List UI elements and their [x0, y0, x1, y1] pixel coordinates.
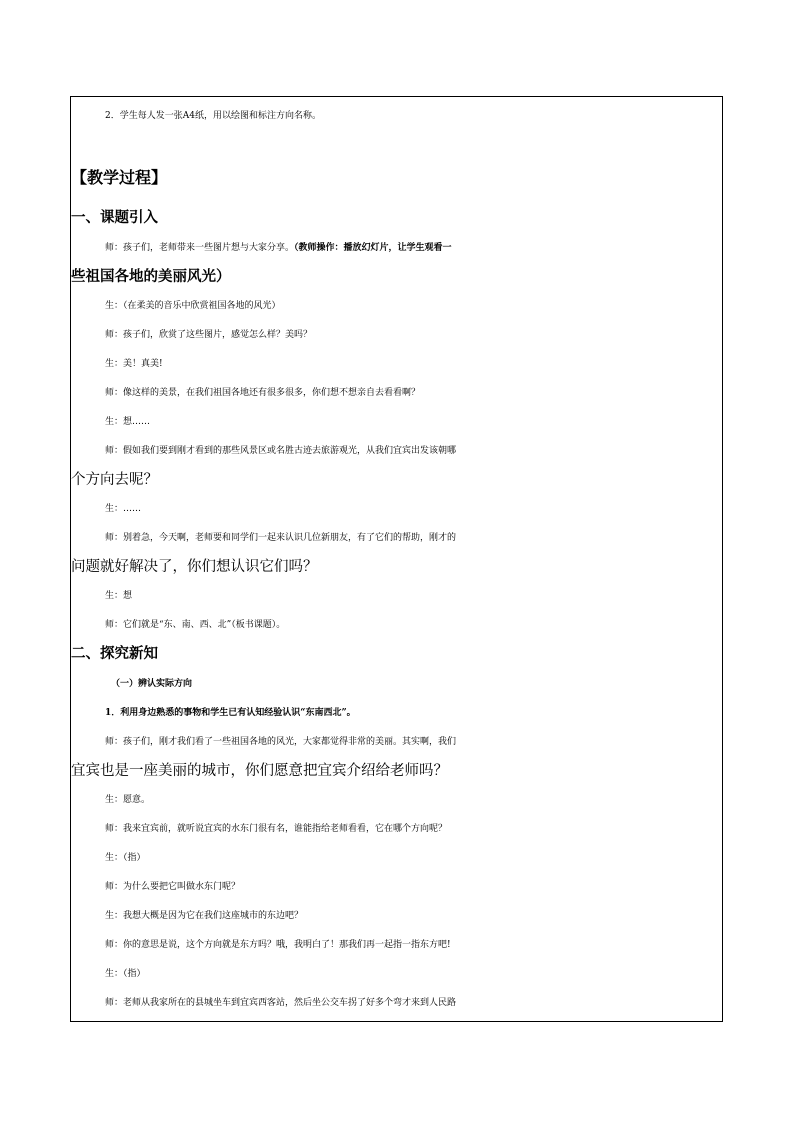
dialogue-line: 生：（在柔美的音乐中欣赏祖国各地的风光）: [105, 301, 281, 311]
dialogue-line: 师：孩子们，刚才我们看了一些祖国各地的风光，大家都觉得非常的美丽。其实啊，我们: [105, 737, 457, 747]
dialogue-line: 生：美！真美!: [105, 359, 163, 369]
dialogue-line: 生：愿意。: [105, 795, 151, 805]
dialogue-line: 师：孩子们，欣赏了这些图片，感觉怎么样？美吗？: [105, 330, 313, 340]
dialogue-line: 师：为什么要把它叫做水东门呢？: [105, 882, 241, 892]
dialogue-line: 师：你的意思是说，这个方向就是东方吗？哦，我明白了！那我们再一起指一指东方吧!: [105, 940, 451, 950]
part-heading-introduction: 一、课题引入: [71, 209, 158, 226]
dialogue-line: 生：想: [105, 591, 133, 601]
paragraph-line: [71, 239, 723, 257]
teacher-operation-note: （教师操作：播放幻灯片，让学生观看一: [294, 243, 452, 253]
dialogue-line: 生：想……: [105, 417, 151, 427]
part-heading-explore: 二、探究新知: [71, 645, 158, 662]
dialogue-line: 师：像这样的美景，在我们祖国各地还有很多很多，你们想不想亲自去看看啊？: [105, 388, 421, 398]
dialogue-line: 师：它们就是“东、南、西、北”（板书课题）。: [105, 620, 286, 630]
dialogue-line: 生：（指）: [105, 853, 146, 863]
dialogue-line: 师：老师从我家所在的县城坐车到宜宾西客站，然后坐公交车拐了好多个弯才来到人民路: [105, 998, 457, 1008]
dialogue-text: 师：孩子们，老师带来一些图片想与大家分享。: [105, 243, 295, 253]
dialogue-line: 师：别着急，今天啊，老师要和同学们一起来认识几位新朋友，有了它们的帮助，刚才的: [105, 533, 457, 543]
dialogue-line: 生：（指）: [105, 969, 146, 979]
dialogue-line-cont: 个方向去呢？: [71, 472, 158, 488]
dialogue-line: 师：我来宜宾前，就听说宜宾的水东门很有名，谁能指给老师看看，它在哪个方向呢？: [105, 824, 448, 834]
subsection-heading: （一）辨认实际方向: [111, 679, 193, 689]
section-heading-teaching-process: 【教学过程】: [71, 168, 168, 187]
dialogue-line-cont: 问题就好解决了，你们想认识它们吗？: [71, 559, 318, 575]
document-table-cell: [70, 96, 723, 1022]
materials-item-2: 2．学生每人发一张A4纸，用以绘图和标注方向名称。: [105, 111, 321, 121]
step-heading: 1．利用身边熟悉的事物和学生已有认知经验认识“东南西北”。: [105, 708, 356, 718]
dialogue-line: 师：假如我们要到刚才看到的那些风景区或名胜古迹去旅游观光，从我们宜宾出发该朝哪: [105, 446, 457, 456]
dialogue-line-cont: 宜宾也是一座美丽的城市，你们愿意把宜宾介绍给老师吗？: [71, 763, 448, 779]
dialogue-line: 生：我想大概是因为它在我们这座城市的东边吧？: [105, 911, 304, 921]
dialogue-line: 生：……: [105, 504, 142, 514]
teacher-operation-note-cont: 些祖国各地的美丽风光）: [71, 268, 231, 285]
